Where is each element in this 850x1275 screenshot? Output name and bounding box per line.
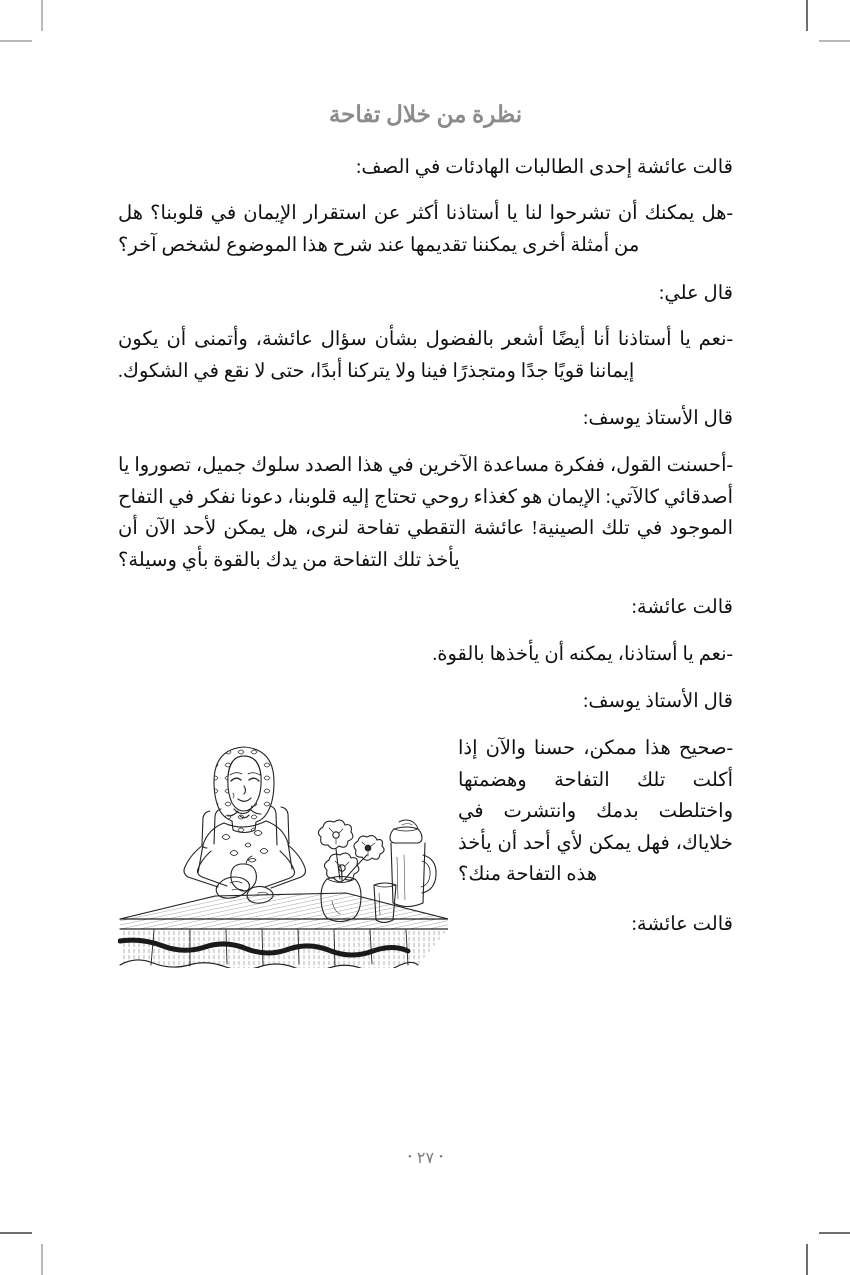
girl-at-table-illustration [118,733,448,968]
speech-paragraph-5: -صحيح هذا ممكن، حسنا والآن إذا أكلت تلك التفاحة وهضمتها واختلطت بدمك وانتشرت في خلاياك، فهل يمكن لأي أحد أن يأخذ هذه التفاحة منك؟ [458,737,733,886]
speaker-line-aisha-2: قالت عائشة: [631,597,733,619]
pitcher-icon [390,820,436,907]
crop-mark-top-right-horizontal [819,40,850,42]
crop-mark-bottom-right-horizontal [819,1232,850,1234]
crop-mark-bottom-left-horizontal [0,1232,32,1234]
folio-dot-left: • [439,1151,443,1163]
crop-mark-top-right-vertical [806,0,808,31]
chapter-title: نظرة من خلال تفاحة [328,102,523,127]
speaker-line-ali: قال علي: [658,282,733,304]
page-content [118,100,733,1200]
folio-number: ٢٧ [416,1150,435,1167]
speech-paragraph-2: -نعم يا أستاذنا أنا أيضًا أشعر بالفضول بشأن سؤال عائشة، وأتمنى أن يكون إيماننا قويًا جدًا ومتجذرًا فينا ولا يتركنا أبدًا، حتى لا نقع في الشكوك. [118,329,733,382]
page-folio [118,1148,733,1168]
illustration-container [118,733,448,968]
illustration-and-text-block [118,733,733,891]
crop-mark-bottom-right-vertical [806,1244,808,1275]
speaker-line-aisha-1: قالت عائشة إحدى الطالبات الهادئات في الصف: [356,156,733,178]
apple-icon [231,856,257,891]
speech-paragraph-4: -نعم يا أستاذنا، يمكنه أن يأخذها بالقوة. [432,643,733,665]
crop-mark-top-left-horizontal [0,40,32,42]
crop-mark-bottom-left-vertical [41,1244,43,1275]
speech-paragraph-3: -أحسنت القول، ففكرة مساعدة الآخرين في هذا الصدد سلوك جميل، تصوروا يا أصدقائي كالآتي: الإيمان هو كغذاء روحي تحتاج إليه قلوبنا، دعونا نفكر في التفاح الموجود في تلك الصينية! عائشة التقطي تفاحة لنرى، هل يمكن لأحد الآن أن يأخذ تلك التفاحة من يدك بالقوة بأي وسيلة؟ [118,454,733,571]
speech-paragraph-1: -هل يمكنك أن تشرحوا لنا يا أستاذنا أكثر عن استقرار الإيمان في قلوبنا؟ هل من أمثلة أخرى يمكننا تقديمها عند شرح هذا الموضوع لشخص آخر؟ [118,203,733,257]
speaker-line-teacher-yusuf-1: قال الأستاذ يوسف: [582,408,733,430]
speaker-line-teacher-yusuf-2: قال الأستاذ يوسف: [582,691,733,713]
table-top [120,893,448,929]
speaker-line-aisha-3: قالت عائشة: [631,913,733,935]
crop-mark-top-left-vertical [41,0,43,31]
tablecloth [120,929,448,968]
folio-dot-right: • [408,1151,412,1163]
